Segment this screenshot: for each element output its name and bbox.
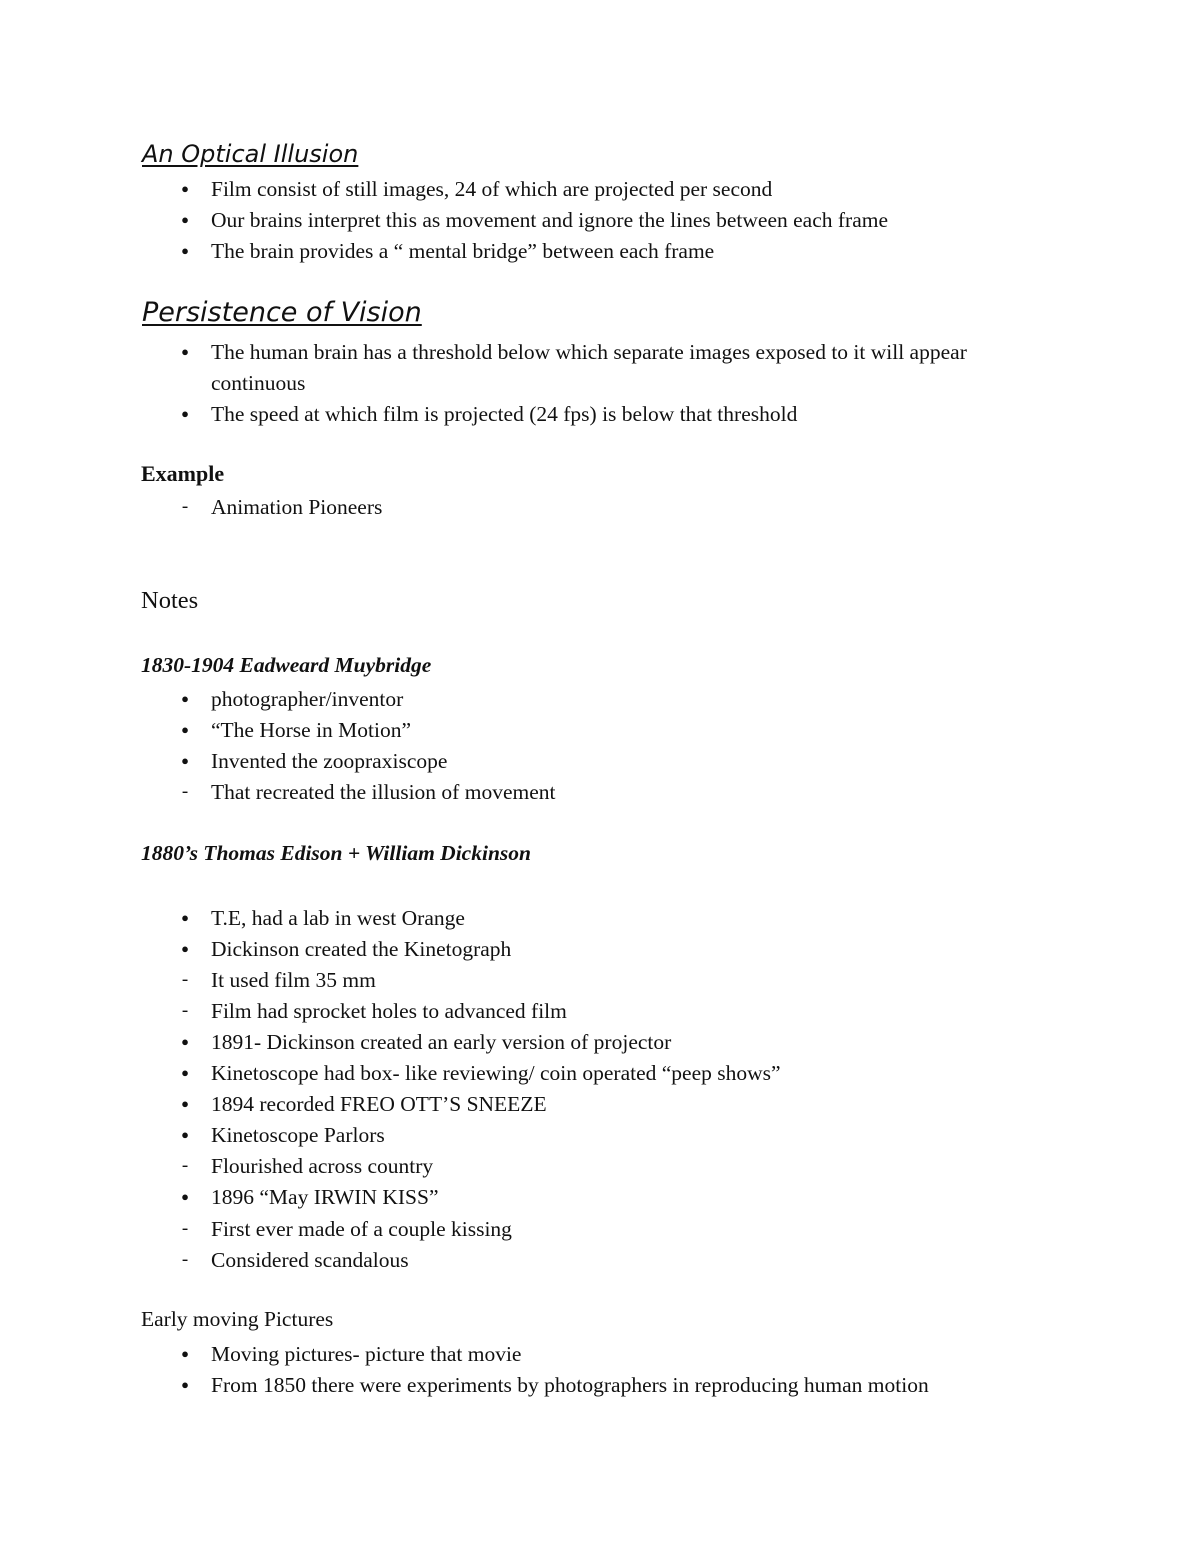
bullet-icon: ● [181, 243, 189, 258]
bullet-icon: ● [181, 1096, 189, 1111]
bullet-icon: ● [181, 1127, 189, 1142]
heading-muybridge: 1830-1904 Eadweard Muybridge [141, 653, 432, 677]
list-item-text: Film had sprocket holes to advanced film [211, 999, 567, 1023]
heading-persistence-of-vision: Persistence of Vision [142, 297, 422, 328]
list-item-text: The speed at which film is projected (24 fps) is below that threshold [211, 402, 798, 426]
list-item-text: Moving pictures- picture that movie [211, 1342, 522, 1366]
dash-icon: - [181, 1155, 189, 1176]
list-item-text: It used film 35 mm [211, 968, 376, 992]
bullet-icon: ● [181, 212, 189, 227]
heading-notes: Notes [141, 587, 199, 614]
list-item-text: Flourished across country [211, 1154, 434, 1178]
list-item-text: “The Horse in Motion” [211, 718, 412, 742]
list-item-text: Our brains interpret this as movement and ignore the lines between each frame [211, 208, 889, 232]
dash-icon: - [181, 969, 189, 990]
bullet-icon: ● [181, 406, 189, 421]
bullet-icon: ● [181, 941, 189, 956]
bullet-icon: ● [181, 722, 189, 737]
bullet-icon: ● [181, 753, 189, 768]
list-item-text: Animation Pioneers [211, 495, 383, 519]
list-item-text: Considered scandalous [211, 1248, 409, 1272]
list-item-text: photographer/inventor [211, 687, 404, 711]
dash-icon: - [181, 781, 189, 802]
list-item-text: Kinetoscope Parlors [211, 1123, 385, 1147]
bullet-icon: ● [181, 1189, 189, 1204]
list-item-text: The human brain has a threshold below which separate images exposed to it will appear [211, 340, 967, 364]
list-item-text: Invented the zoopraxiscope [211, 749, 448, 773]
list-item-text: continuous [211, 371, 306, 395]
list-item-text: First ever made of a couple kissing [211, 1217, 512, 1241]
dash-icon: - [181, 1249, 189, 1270]
heading-optical-illusion: An Optical Illusion [142, 140, 359, 168]
heading-early-moving-pictures: Early moving Pictures [141, 1307, 334, 1331]
bullet-icon: ● [181, 344, 189, 359]
bullet-icon: ● [181, 1377, 189, 1392]
list-item-text: Film consist of still images, 24 of which are projected per second [211, 177, 773, 201]
bullet-icon: ● [181, 181, 189, 196]
heading-edison-dickinson: 1880’s Thomas Edison + William Dickinson [141, 841, 531, 865]
list-item-text: 1894 recorded FREO OTT’S SNEEZE [211, 1092, 547, 1116]
dash-icon: - [181, 1218, 189, 1239]
dash-icon: - [181, 1000, 189, 1021]
bullet-icon: ● [181, 910, 189, 925]
list-item-text: T.E, had a lab in west Orange [211, 906, 465, 930]
list-item-text: Dickinson created the Kinetograph [211, 937, 512, 961]
list-item-text: From 1850 there were experiments by photographers in reproducing human motion [211, 1373, 929, 1397]
bullet-icon: ● [181, 1065, 189, 1080]
bullet-icon: ● [181, 691, 189, 706]
bullet-icon: ● [181, 1346, 189, 1361]
bullet-icon: ● [181, 1034, 189, 1049]
list-item-text: The brain provides a “ mental bridge” between each frame [211, 239, 715, 263]
heading-example: Example [141, 461, 225, 486]
dash-icon: - [181, 496, 189, 517]
list-item-text: That recreated the illusion of movement [211, 780, 556, 804]
list-item-text: Kinetoscope had box- like reviewing/ coin operated “peep shows” [211, 1061, 781, 1085]
list-item-text: 1896 “May IRWIN KISS” [211, 1185, 439, 1209]
list-item-text: 1891- Dickinson created an early version of projector [211, 1030, 672, 1054]
